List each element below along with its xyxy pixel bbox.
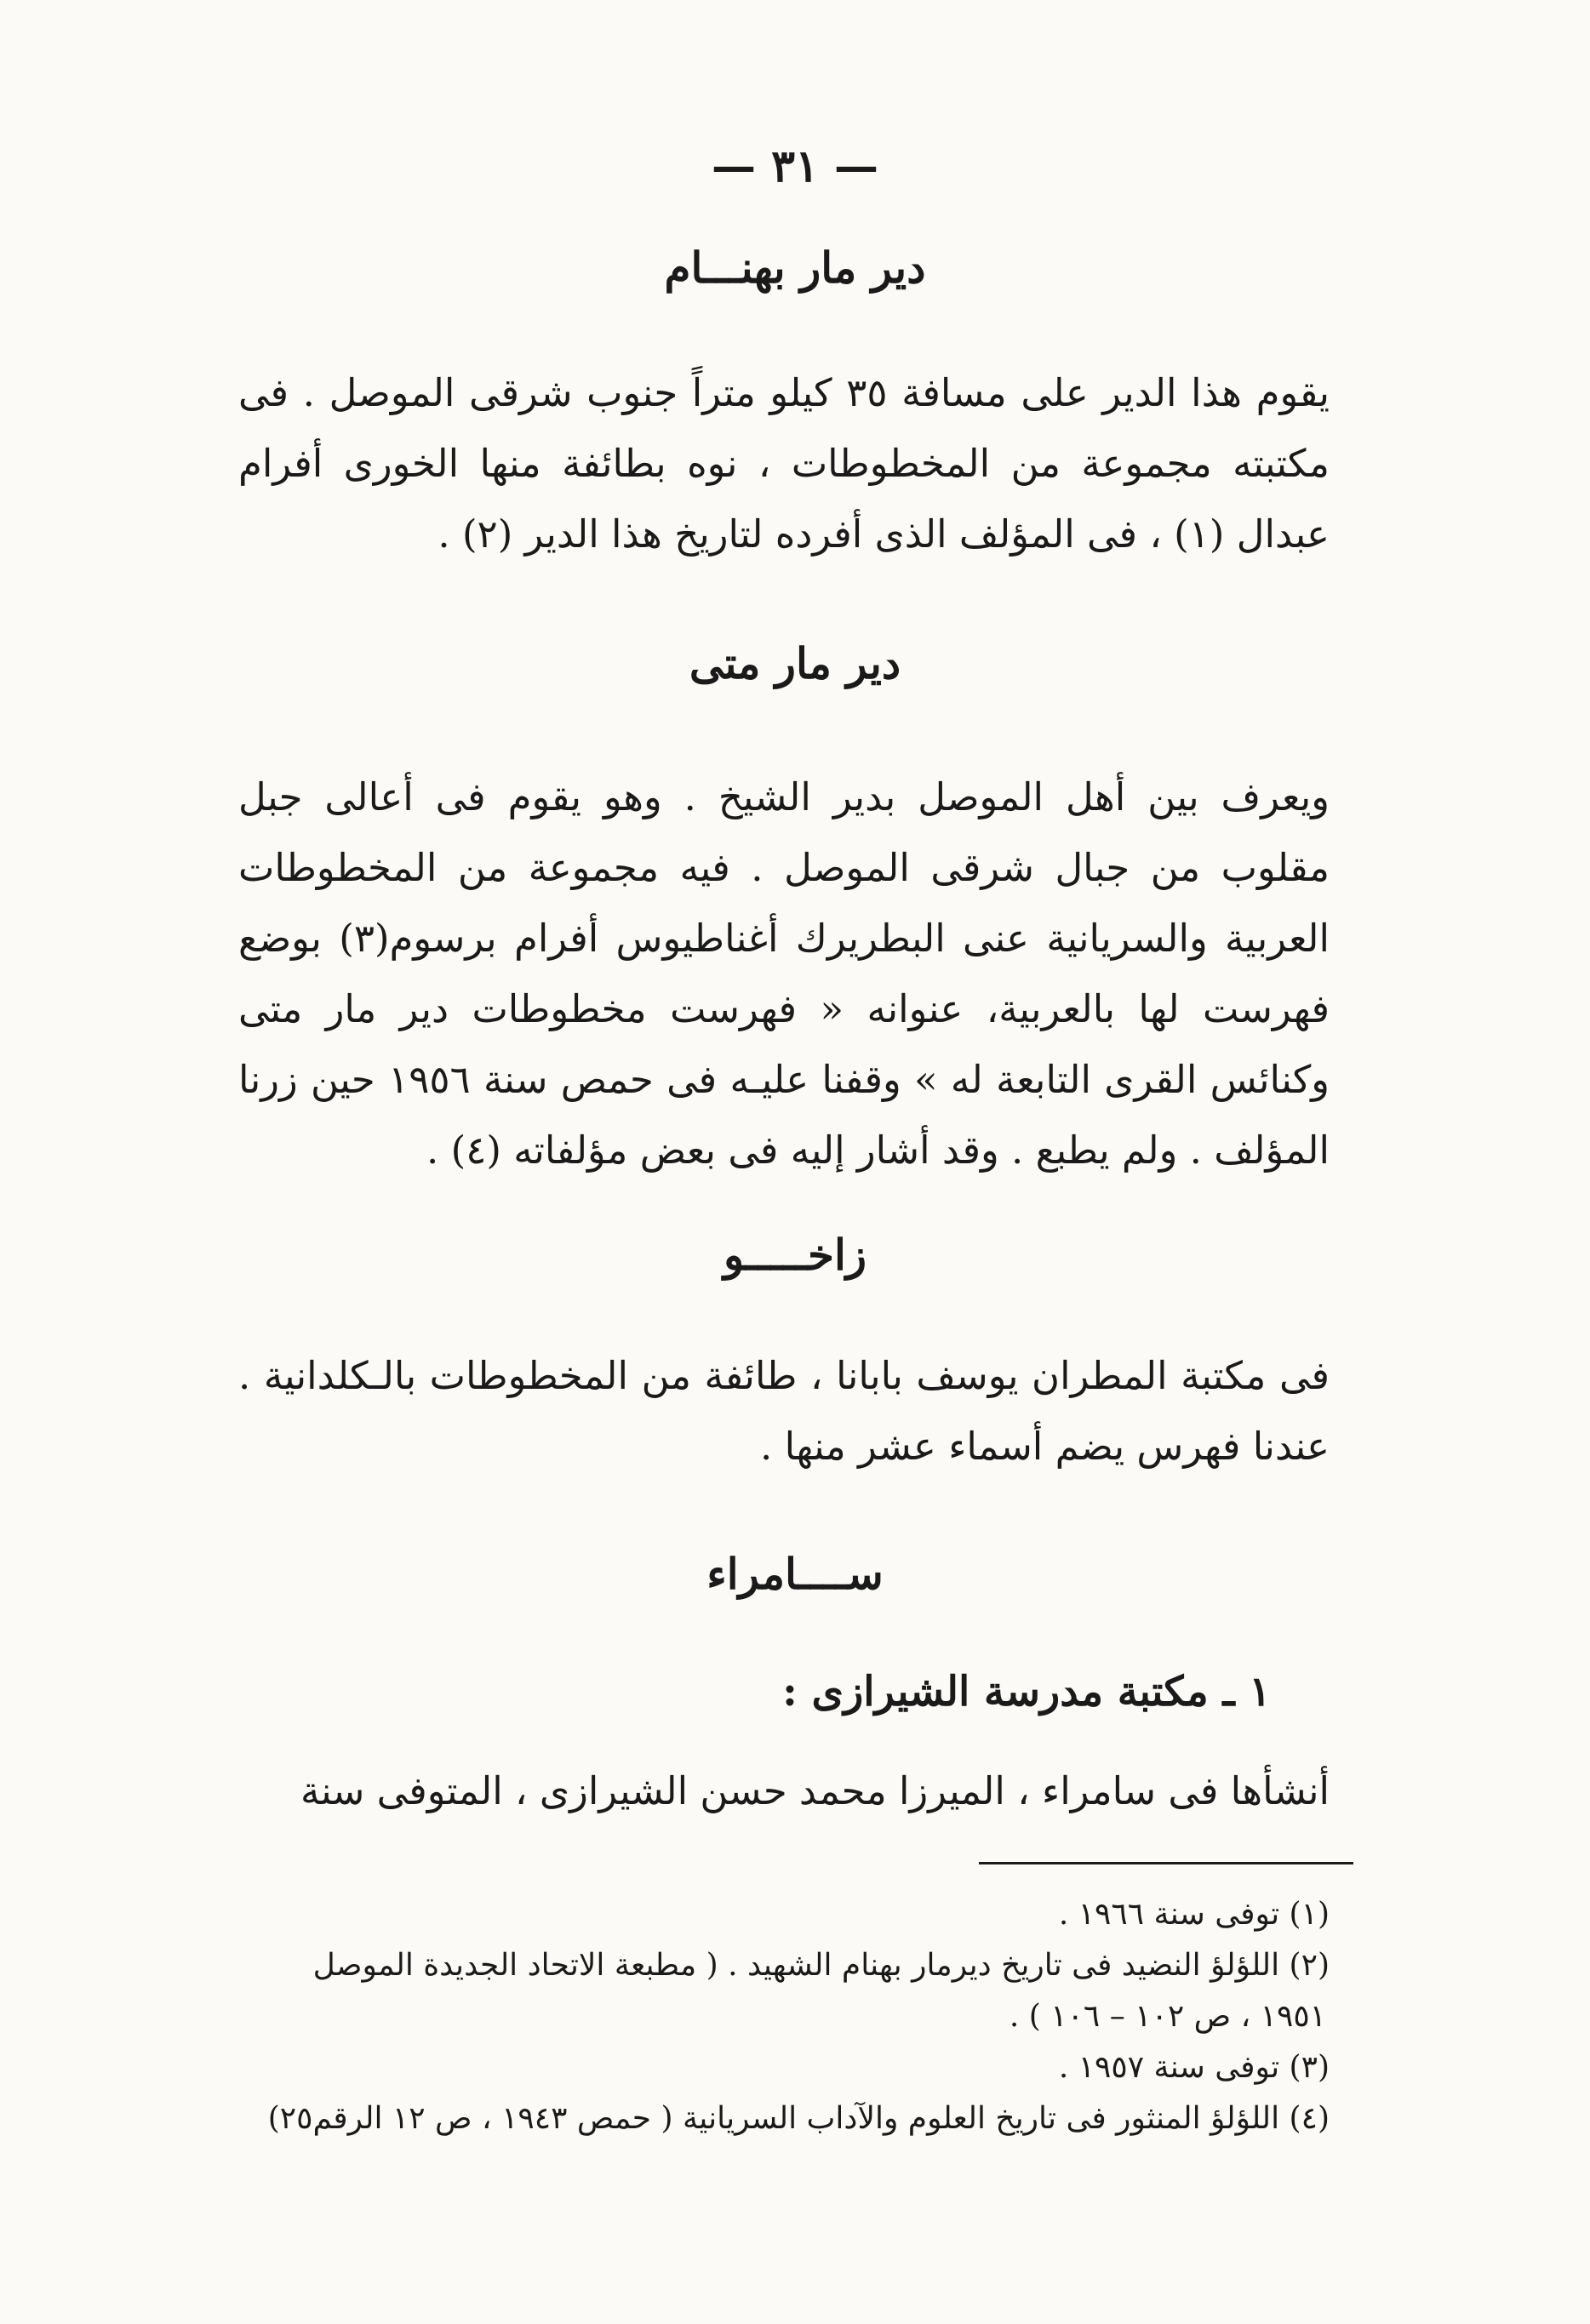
- section-heading-samarra: ســــامراء: [706, 1549, 884, 1599]
- subheading-shirazi-library: ١ ـ مكتبة مدرسة الشيرازى :: [782, 1668, 1271, 1716]
- footnote-2-continued: ١٩٥١ ، ص ١٠٢ – ١٠٦ ) .: [1009, 1999, 1326, 2034]
- section-paragraph-zakho: فى مكتبة المطران يوسف بابانا ، طائفة من المخطوطات بالـكلدانية . عندنا فهرس يضم أسماء عشر منها .: [238, 1353, 1330, 1469]
- section-paragraph-mar-matta: ويعرف بين أهل الموصل بدير الشيخ . وهو يقوم فى أعالى جبل مقلوب من جبال شرقى الموصل . فيه مجموعة من المخطوطات العربية والسريانية عنى البطريرك أغناطيوس أفرام برسوم(٣) بوضع فهرست لها بالعربية، عنوانه « فهرست مخطوطات دير مار متى وكنائس القرى التابعة له » وقفنا عليـه فى حمص سنة ١٩٥٦ حين زرنا المؤلف . ولم يطبع . وقد أشار إليه فى بعض مؤلفاته (٤) .: [238, 774, 1330, 1173]
- section-paragraph-samarra: أنشأها فى سامراء ، الميرزا محمد حسن الشيرازى ، المتوفى سنة: [300, 1768, 1330, 1813]
- footnote-1: (١) توفى سنة ١٩٦٦ .: [1058, 1897, 1330, 1932]
- section-heading-mar-behnam: دير مار بهنـــام: [664, 243, 926, 293]
- section-heading-zakho: زاخـــــو: [723, 1230, 867, 1280]
- footnote-2: (٢) اللؤلؤ النضيد فى تاريخ ديرمار بهنام الشهيد . ( مطبعة الاتحاد الجديدة الموصل: [312, 1948, 1330, 1983]
- section-paragraph-mar-behnam: يقوم هذا الدير على مسافة ٣٥ كيلو متراً جنوب شرقى الموصل . فى مكتبته مجموعة من المخطوطات ، نوه بطائفة منها الخورى أفرام عبدال (١) ، فى المؤلف الذى أفرده لتاريخ هذا الدير (٢) .: [238, 370, 1330, 557]
- page-number: — ٣١ —: [711, 140, 879, 192]
- footnote-3: (٣) توفى سنة ١٩٥٧ .: [1058, 2050, 1330, 2085]
- footnotes: [238, 1889, 1330, 2144]
- footnote-4: (٤) اللؤلؤ المنثور فى تاريخ العلوم والآداب السريانية ( حمص ١٩٤٣ ، ص ١٢ الرقم٢٥): [267, 2101, 1330, 2136]
- footnote-divider: [979, 1862, 1353, 1864]
- section-heading-mar-matta: دير مار متى: [689, 638, 901, 688]
